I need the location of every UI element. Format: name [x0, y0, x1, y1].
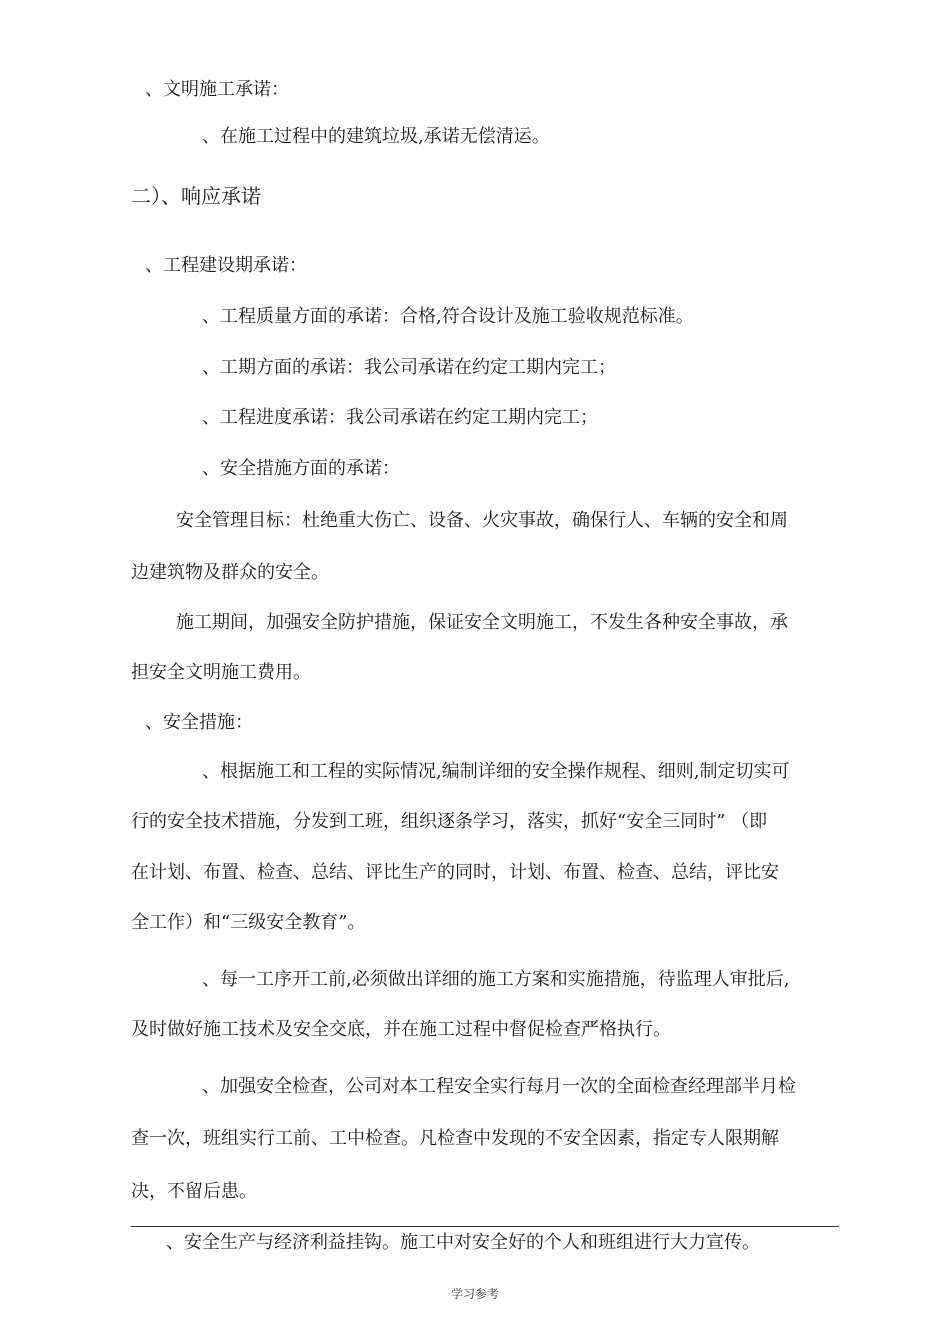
paragraph-waste-removal: 、在施工过程中的建筑垃圾,承诺无偿清运。 [202, 126, 550, 147]
paragraph-safety-rules-line-4: 全工作）和“三级安全教育”。 [131, 912, 366, 933]
paragraph-pre-work-plan-line-1: 、每一工序开工前,必须做出详细的施工方案和实施措施，待监理人审批后, [202, 969, 790, 990]
paragraph-progress-commitment: 、工程进度承诺：我公司承诺在约定工期内完工； [202, 407, 598, 428]
paragraph-safety-commitment-heading: 、安全措施方面的承诺： [202, 458, 400, 479]
paragraph-schedule-commitment: 、工期方面的承诺：我公司承诺在约定工期内完工； [202, 357, 616, 378]
section-construction-period-heading: 、工程建设期承诺： [145, 255, 307, 276]
paragraph-pre-work-plan-line-2: 及时做好施工技术及安全交底，并在施工过程中督促检查严格执行。 [131, 1019, 671, 1040]
paragraph-safety-rules-line-3: 在计划、布置、检查、总结、评比生产的同时，计划、布置、检查、总结，评比安 [131, 862, 779, 883]
section-response-commitment-heading: 二）、响应承诺 [131, 184, 261, 208]
paragraph-safety-goal-line-1: 安全管理目标：杜绝重大伤亡、设备、火灾事故，确保行人、车辆的安全和周 [176, 510, 788, 531]
paragraph-construction-period-line-2: 担安全文明施工费用。 [131, 662, 311, 683]
paragraph-safety-rules-line-1: 、根据施工和工程的实际情况,编制详细的安全操作规程、细则,制定切实可 [202, 761, 790, 782]
paragraph-safety-goal-line-2: 边建筑物及群众的安全。 [131, 562, 329, 583]
paragraph-inspection-line-1: 、加强安全检查，公司对本工程安全实行每月一次的全面检查经理部半月检 [202, 1076, 796, 1097]
paragraph-safety-incentive: 、安全生产与经济利益挂钩。施工中对安全好的个人和班组进行大力宣传。 [166, 1232, 760, 1253]
paragraph-inspection-line-3: 决，不留后患。 [131, 1181, 257, 1202]
paragraph-construction-period-line-1: 施工期间，加强安全防护措施，保证安全文明施工，不发生各种安全事故，承 [176, 612, 788, 633]
paragraph-quality-commitment: 、工程质量方面的承诺：合格,符合设计及施工验收规范标准。 [202, 306, 694, 327]
paragraph-inspection-line-2: 查一次，班组实行工前、工中检查。凡检查中发现的不安全因素，指定专人限期解 [131, 1128, 779, 1149]
section-safety-measures-heading: 、安全措施： [145, 712, 253, 733]
paragraph-safety-rules-line-2: 行的安全技术措施，分发到工班，组织逐条学习，落实，抓好“安全三同时” （即 [131, 811, 768, 832]
horizontal-divider [131, 1226, 839, 1227]
section-civilized-construction-heading: 、文明施工承诺： [145, 79, 289, 100]
page-footer: 学习参考 [450, 1287, 499, 1301]
